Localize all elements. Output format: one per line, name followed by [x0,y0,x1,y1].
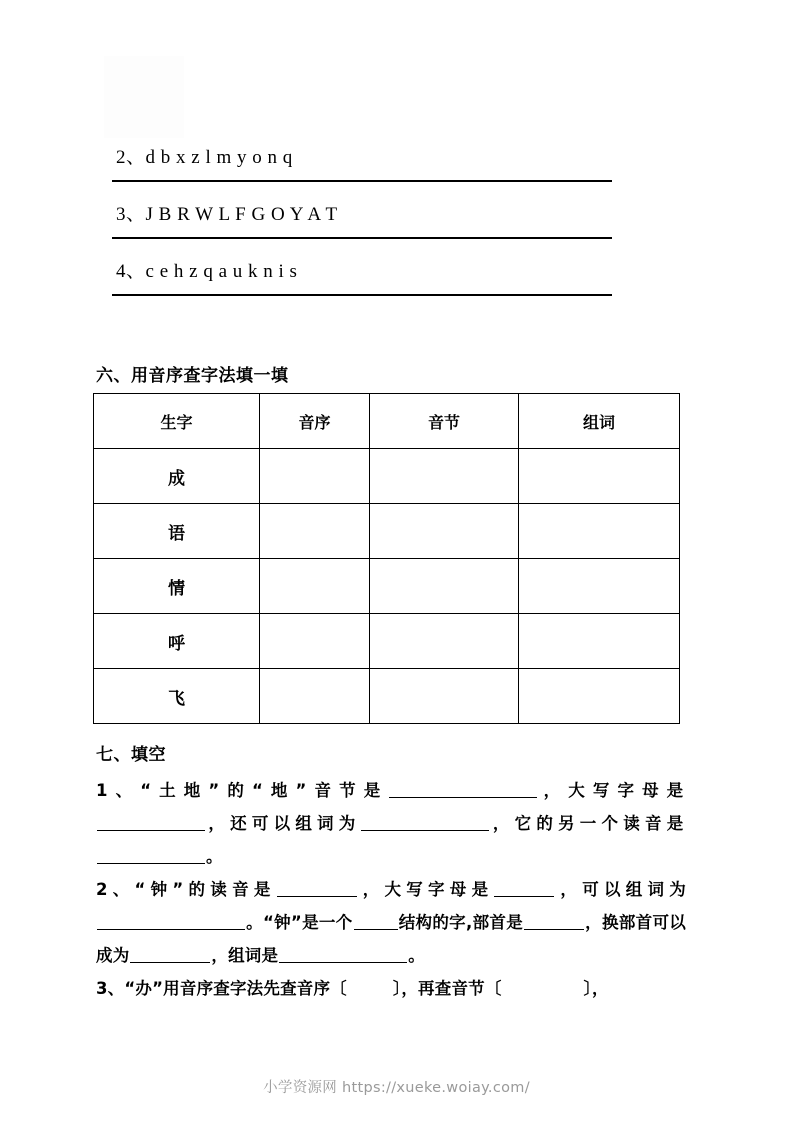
question-2 [96,873,686,972]
cell-character: 情 [94,559,260,614]
cell-word[interactable] [519,669,680,724]
cell-initial[interactable] [260,559,370,614]
column-header-character: 生字 [94,394,260,449]
fill-in-blank-list [96,774,686,1005]
q2-blank-new-char[interactable] [130,945,210,963]
q1-part-2: ，大写字母是 [538,781,686,800]
table-row [94,669,680,724]
q1-part-3: ，还可以组词为 [206,814,361,833]
column-header-word: 组词 [519,394,680,449]
item-letters-2: d b x z l m y o n q [145,147,293,168]
cell-syllable[interactable] [370,504,519,559]
q2-blank-structure[interactable] [354,912,398,930]
answer-rule-2[interactable] [112,180,612,182]
q2-part-5: 结构的字,部首是 [398,913,524,932]
alphabet-exercise-text-4 [112,262,692,283]
question-3 [96,972,686,1005]
q1-blank-syllable[interactable] [389,780,537,798]
image-placeholder [104,56,184,138]
q3-bracket-syllable[interactable] [503,979,583,996]
q1-part-5: 。 [206,847,226,866]
q2-part-7: ，组词是 [211,946,279,965]
cell-initial[interactable] [260,614,370,669]
q3-bracket-initial[interactable] [348,979,392,996]
question-1 [96,774,686,873]
alphabet-exercise-text-2 [112,148,692,169]
q1-blank-capital[interactable] [97,813,205,831]
q3-number: 3、 [96,979,125,998]
item-number-4: 4、 [116,260,146,282]
cell-word[interactable] [519,449,680,504]
item-number-3: 3、 [116,203,146,225]
alphabet-exercise-item [112,262,692,296]
q1-blank-alt-reading[interactable] [97,846,205,864]
section-seven-heading: 七、填空 [96,745,166,765]
q3-part-1: “办”用音序查字法先查音序〔 [124,979,347,998]
pinyin-lookup-table [93,393,680,724]
cell-initial[interactable] [260,449,370,504]
q2-part-1: “钟”的读音是 [134,880,276,899]
q1-blank-word[interactable] [361,813,489,831]
cell-character: 呼 [94,614,260,669]
table-row [94,559,680,614]
q1-part-4: ，它的另一个读音是 [490,814,686,833]
q2-blank-reading[interactable] [277,879,357,897]
cell-character: 成 [94,449,260,504]
section-six-heading: 六、用音序查字法填一填 [96,366,289,386]
table-header-row [94,394,680,449]
column-header-initial: 音序 [260,394,370,449]
q1-part-1: “土地”的“地”音节是 [140,781,389,800]
cell-syllable[interactable] [370,559,519,614]
alphabet-exercise-text-3 [112,205,692,226]
item-letters-3: J B R W L F G O Y A T [145,203,338,225]
cell-syllable[interactable] [370,669,519,724]
q2-blank-new-word[interactable] [279,945,407,963]
cell-initial[interactable] [260,669,370,724]
q3-part-2: 〕，再查音节〔 [392,979,502,998]
cell-initial[interactable] [260,504,370,559]
q2-part-2: ，大写字母是 [357,880,494,899]
q2-part-3: ，可以组词为 [555,880,686,899]
q2-part-8: 。 [408,946,425,965]
footer-watermark: 小学资源网 https://xueke.woiay.com/ [263,1080,530,1096]
alphabet-exercise-item [112,205,692,239]
q2-blank-capital[interactable] [494,879,554,897]
q1-number: 1、 [96,781,141,800]
cell-word[interactable] [519,559,680,614]
cell-character: 语 [94,504,260,559]
item-letters-4: c e h z q a u k n i s [145,260,298,282]
q3-part-3: 〕， [583,979,609,998]
table-row [94,614,680,669]
q2-part-4: 。“钟”是一个 [246,913,353,932]
cell-syllable[interactable] [370,449,519,504]
item-number-2: 2、 [116,147,146,168]
q2-blank-radical[interactable] [524,912,584,930]
q2-part-6: ，换部首可以成为 [96,913,687,965]
column-header-syllable: 音节 [370,394,519,449]
cell-character: 飞 [94,669,260,724]
table-row [94,504,680,559]
alphabet-exercise-list [112,148,692,319]
answer-rule-4[interactable] [112,294,612,296]
table-row [94,449,680,504]
cell-syllable[interactable] [370,614,519,669]
q2-number: 2、 [96,880,135,899]
answer-rule-3[interactable] [112,237,612,239]
cell-word[interactable] [519,504,680,559]
q2-blank-word[interactable] [97,912,245,930]
alphabet-exercise-item [112,148,692,182]
cell-word[interactable] [519,614,680,669]
